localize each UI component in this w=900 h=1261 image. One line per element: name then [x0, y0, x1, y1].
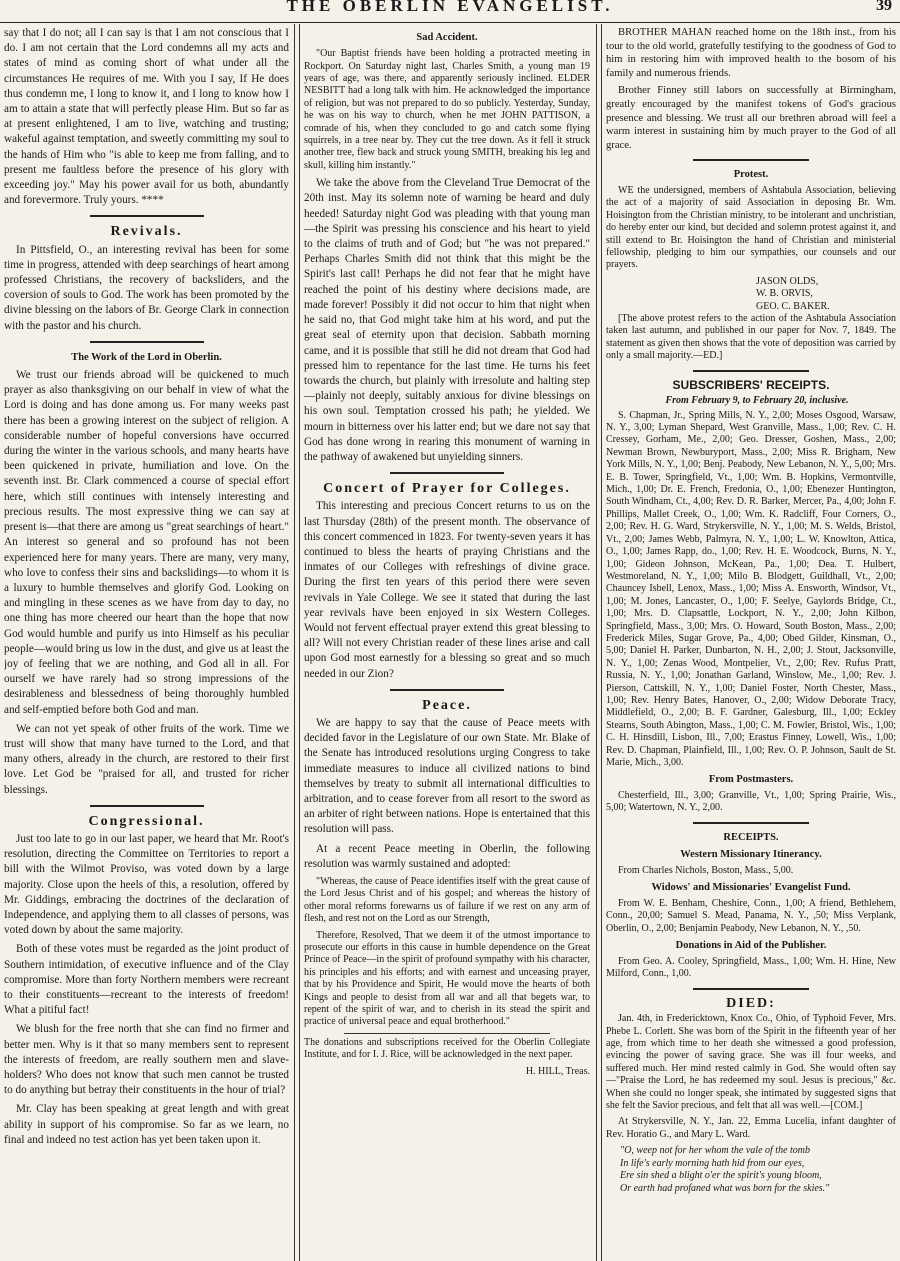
section-divider [606, 156, 896, 164]
column-rule [596, 24, 602, 1261]
signer-name: W. B. ORVIS, [756, 288, 813, 300]
widows-fund-list: From W. E. Benham, Cheshire, Conn., 1,00; A friend, Bethlehem, Conn., 20,00; Samuel S. Mead, Panama, N. Y., ,50; Miss Verplank, Oberlin, O., 2,00; Benjamin Peabody, New Lebanon, N. Y., ,50. [606, 898, 896, 934]
section-divider [4, 212, 289, 220]
treasurer-signature: H. HILL, Treas. [525, 1065, 590, 1077]
page-number: 39 [876, 0, 892, 14]
peace-paragraph: At a recent Peace meeting in Oberlin, the following resolution was warmly sustained and adopted: [304, 842, 590, 870]
obituary-poem [606, 1145, 896, 1195]
section-divider [606, 367, 896, 375]
protest-heading: Protest. [733, 169, 769, 181]
masthead [0, 0, 900, 23]
footnote-rule [344, 1033, 550, 1034]
column-1 [4, 26, 289, 1257]
protest-text: WE the undersigned, members of Ashtabula Association, believing the act of a majority of said Association in deposing Br. Wm. Hoisington from the Christian ministry, to be intolerant and unchristian, do hereby enter our kind, but decided and solemn protest against it, and still extend to Br. Hoisington the hand of Christian and ministerial fellowship, pledging to him our sympathies, our counsels and our prayers. [606, 184, 896, 271]
revivals-heading: Revivals. [110, 224, 183, 240]
postmasters-list: Chesterfield, Ill., 3,00; Granville, Vt., 1,00; Spring Prairie, Wis., 5,00; Watertown, N. Y., 2,00. [606, 790, 896, 814]
section-divider [606, 819, 896, 827]
concert-heading: Concert of Prayer for Colleges. [323, 481, 571, 497]
subscribers-date-range: From February 9, to February 20, inclusive. [665, 395, 849, 407]
concert-paragraph: This interesting and precious Concert returns to us on the last Thursday (28th) of the present month. The observance of this concert commenced in 1823. For twenty-seven years it has continued to bless the hearts of praying Christians and the inmates of our Colleges with refreshings of divine grace. During the first ten years of this period there were seven revivals in Yale College. We see it stated that during the last year revivals have been enjoyed in six Western Colleges. Would not fervent effectual prayer extend this great blessing to all? Will not every Christian reader of these lines arise and call upon God most earnestly for a blessing so great and so much needed in our Zion? [304, 500, 590, 680]
revivals-text: In Pittsfield, O., an interesting revival has been for some time in progress, attended with deep searchings of heart among professed Christians, the recovery of backsliders, and the coversion of souls to God. The work has been promoted by the divine blessing on the labors of Br. George Clark in connection with the pastor and his church. [4, 243, 289, 332]
letter-continuation: say that I do not; all I can say is that I am not conscious that I do. I am not certain that the Lord condemns all my acts and states of mind as coming short of what under all the circumstances He requires of me. With you I say, If He does thus condemn me, I long to know it, and I long to know how I am to attain a state that will perfectly please Him. But so far as at present enlightened, I am to live, watching and trusting; wakeful against temptation, and sweetly committing my soul to the hands of Him who "is able to keep me from falling, and to present me faultless before the presence of his glory with exceeding joy." May his power avail for us both, abundantly and forevermore. Truly yours. **** [4, 27, 289, 207]
peace-resolution: Therefore, Resolved, That we deem it of the utmost importance to prosecute our efforts in this cause in humble dependence on the Great Prince of Peace—in the spirit of profound sympathy with his character, his principles and his efforts; and with earnest and unceasing prayer, that by his Providence and Spirit, He would move the hearts of both Kings and people to desist from all war and all that begets war, to repent of the spirit of war, and to cherish in its stead the spirit and practice of universal peace and equal brotherhood." [304, 929, 590, 1028]
obituary: Jan. 4th, in Fredericktown, Knox Co., Ohio, of Typhoid Fever, Mrs. Phebe L. Corlett. She was born of the Spirit in the fifteenth year of her age, from which time to her death she witnessed a good profession, evincing the power of saving grace. She was ill four weeks, and suffered much. Her mind rested calmly in God. She would often say—"Praise the Lord, he has redeemed my soul. Jesus is precious," &c. When she could no longer speak, she intimated by suggested signs that she felt the Savior precious, and felt that all was well.—[COM.] [606, 1013, 896, 1112]
subscribers-list: S. Chapman, Jr., Spring Mills, N. Y., 2,00; Moses Osgood, Warsaw, N. Y., 3,00; Lyman Shepard, West Granville, Mass., 1,00; Rev. C. H. Cressey, Gorham, Me., 2,00; Geo. Dresser, Goshen, Mass., 2,00; Newman Brown, Newburyport, Mass., 2,00; Miss R. Brigham, New York Mills, N. Y., 1,00; Benj. Peabody, New Lebanon, N. Y., 5,00; Mrs. E. B. Tower, Springfield, Vt., 1,00; Wm. B. Hopkins, Vermontville, Mich., 1,00; Dr. E. French, Fredonia, O., 1,00; Ebenezer Huntington, South Windham, Ct., 4,00; Rev. D. R. Barker, Mercer, Pa., 4,00; John F. Phillips, Mallet Creek, O., 1,00; Wm. K. Radcliff, Four Corners, O., 2,00; Rev. H. G. Ward, Strykersville, N. Y., 1,00; M. S. Welds, Bristol, Vt., 2,00; James Webb, Palmyra, N. Y., 1,00; L. W. Knowlton, Attica, O., 1,00; James Rapp, do., 1,00; Rev. H. E. Woodcock, Burns, N. Y., 1,00; Gideon Johnson, McKean, Pa., 1,00; Dea. T. Hulbert, Westmoreland, N. Y., 1,00; Milo B. Blodgett, Guildhall, Vt., 2,00; Chauncey Isbell, Lenox, Mass., 1,00; Miss A. Ensworth, Windsor, Vt., 1,00; M. Jones, Lancaster, O., 1,00; F. Seelye, Gaylords Bridge, Ct., 1,00; Mrs. D. Clapsattle, Lockport, N. Y., 2,00; John Kilbon, Springfield, Mass., 3,00; Mrs. O. Howard, South Boston, Mass., 2,00; Frederick Miles, Sugar Grove, Pa., 4,00; Obed Gilder, Kinsman, O., 5,00; Daniel H. Parker, Dunbarton, N. H., 2,00; J. Stout, Jacksonville, N. Y., 1,00; Zenas Wood, Montpelier, Vt., 2,00; Rev. Rufus Pratt, Russia, N. Y., 1,00; Jonathan Garland, Winslow, Me., 1,00; Rev. J. Pierson, Cattskill, N. Y., 1,00; Daniel Foster, North Chester, Mass., 1,00; Rev. Henry Bates, Hanover, O., 2,00; Widow Deborate Tracy, Middlefield, O., 2,00; B. F. Gardner, Galesburg, Ill., 1,00; Eckley Stearns, South Abington, Mass., 1,00; C. M. Fowler, Bristol, Wis., 1,00; C. H. Hinsdill, Lisbon, Ill., 7,00; Erastus Finney, Lowell, Wis., 1,00; Rev. D. Chapman, Plainfield, Ill., 1,00; Rev. O. P. Johnson, Sault de St. Marie, Mich., 3,00. [606, 409, 896, 768]
congressional-paragraph: Mr. Clay has been speaking at great length and with great ability in support of his compromise. So far as we learn, no final and indeed no test action has yet been taken upon it. [4, 1103, 289, 1146]
poem-line: In life's early morning hath hid from our eyes, [620, 1157, 805, 1169]
congressional-heading: Congressional. [88, 813, 205, 829]
poem-line: "O, weep not for her whom the vale of the tomb [620, 1145, 811, 1157]
publisher-donations-heading: Donations in Aid of the Publisher. [675, 940, 827, 952]
work-paragraph: We trust our friends abroad will be quickened to much prayer as also thanksgiving on our behalf in view of what the Lord is doing and has done among us. For many weeks past there has been a growing interest on the subject of religion. A considerable number of hopeful conversions have occurred during the winter in the various schools, and many hearts have been quickened in private, humiliation and love. On the seventh inst. Br. Clark commenced a course of special effort here, which still continues with intensely interesting and precious results. The most expressive thing we can say at present is—that there are among us "great searchings of heart." An interest so general and so profound has not been experienced here for many years. There are many, very many, who love to confess their sins and backslidings—to whom it is a luxury to humble themselves and glorify God. Looking on and mingling in these scenes as we have from day to day, no one thing has more cheered our heart than the hope that now God would humble and purify us into Himself as his peculiar people—would bring us low in the dust, and give us at least the joy of feeling that we are nothing, and God all in all. For ourself we have rarely had so strong impressions of the desirableness and blessedness of being thoroughly humbled and self-emptied before both God and man. [4, 369, 289, 716]
postmasters-heading: From Postmasters. [708, 774, 794, 786]
accident-heading: Sad Accident. [416, 32, 478, 43]
column-2 [304, 26, 590, 1257]
receipts-heading: RECEIPTS. [723, 831, 779, 843]
obituary: At Strykersville, N. Y., Jan. 22, Emma Lucelia, infant daughter of Rev. Horatio G., and Mary L. Ward. [606, 1116, 896, 1140]
work-heading: The Work of the Lord in Oberlin. [71, 351, 222, 363]
column-rule [294, 24, 300, 1261]
section-divider [606, 985, 896, 993]
protest-editor-note: [The above protest refers to the action of the Ashtabula Association taken last autumn, and published in our paper for Nov. 7, 1849. The statement as given then shows that the vote of deposition was carried by only a small majority.—ED.] [606, 313, 896, 362]
work-paragraph: We can not yet speak of other fruits of the work. Time we trust will show that many have turned to the Lord, and that many others, already in the church, are restored to their first love. Let God be "praised for all, and trusted for richer blessings. [4, 722, 289, 796]
poem-line: Or earth had profaned what was born for the skies." [620, 1182, 830, 1194]
finney-paragraph: Brother Finney still labors on successfully at Birmingham, greatly encouraged by the manifest tokens of God's gracious presence and blessing. We trust all our brethren abroad will feel a warm interest in sustaining him by much prayer to the God of all grace. [606, 85, 896, 151]
section-divider [4, 338, 289, 346]
peace-resolution: "Whereas, the cause of Peace identifies itself with the great cause of the Lord Jesus Christ and of his gospel; and whereas the history of other moral reforms forewarns us of failure if we rest on any arm of flesh, and rest not on the Lord as our Strength, [304, 876, 590, 925]
congressional-paragraph: We blush for the free north that she can find no firmer and better men. Why is it that so many members sent to represent the interests of freedom, are really southern men and slave-holders? Who does not know that such men cannot be trusted to do anything but betray their constituents in the hour of trial? [4, 1023, 289, 1097]
widows-fund-heading: Widows' and Missionaries' Evangelist Fund. [651, 882, 851, 894]
accident-quote: "Our Baptist friends have been holding a protracted meeting in Rockport. On Saturday night last, Charles Smith, a young man 19 years of age, was there, and apparently seriously inclined. ELDER NESBITT had a long talk with him. He acknowledged the importance of religion, but was not prepared to do so publicly. Yesterday, Sunday, he was on his way to church, when he met JOHN PATTISON, a comrade of his, when they concluded to go and catch some flying squirrels, in a tree near by. They cut the tree down. As it fell it struck another tree, flew back and struck young SMITH, breaking his leg and skull, killing him instantly." [304, 48, 590, 171]
signer-name: GEO. C. BAKER. [756, 300, 830, 312]
peace-paragraph: We are happy to say that the cause of Peace meets with decided favor in the Legislature of our own State. Mr. Blake of the Senate has introduced resolutions urging Congress to take immediate measures to induce all civilized nations to bind themselves by treaty to submit all international difficulties to arbitration, and to cease forever from all resort to the sword as an arbiter of right between nations. Hope is entertained that this resolution will pass. [304, 716, 590, 836]
newspaper-title: THE OBERLIN EVANGELIST. [286, 0, 614, 15]
mahan-paragraph: BROTHER MAHAN reached home on the 18th inst., from his tour to the old world, gratefully testifying to the goodness of God to him in restoring him with improved health to the bosom of his family and numerous friends. [606, 27, 896, 79]
section-divider [304, 469, 590, 477]
congressional-paragraph: Both of these votes must be regarded as the joint product of Southern intimidation, of executive influence and of the Clay compromise. More than forty Northern members were recreant to their constituents—recreant to the interests of freedom! What a pitiful fact! [4, 943, 289, 1017]
donations-note: The donations and subscriptions received for the Oberlin Collegiate Institute, and for I. J. Rice, will be acknowledged in the next paper. [304, 1036, 590, 1061]
signer-name: JASON OLDS, [756, 275, 819, 287]
section-divider [4, 802, 289, 810]
section-divider [304, 686, 590, 694]
column-3 [606, 26, 896, 1257]
congressional-paragraph: Just too late to go in our last paper, we heard that Mr. Root's resolution, directing the Committee on Territories to report a bill with the Wilmot Proviso, was voted down by a large majority. Close upon the heels of this, a resolution, offered by Mr. Giddings, embracing the doctrines of the declaration of Independence, and applying them to all classes of persons, was voted down by about the same majority. [4, 832, 289, 937]
accident-commentary: We take the above from the Cleveland True Democrat of the 20th inst. May its solemn note of warning be heard and duly heeded! Saturday night God was pleading with that young man—the Spirit was pressing his conscience and his heart to yield to the claims of truth and of God; but "he was not prepared." Perhaps Charles Smith did not think that this might be the Spirit's last call! Perhaps he did not fear that he might have reached the point of his destiny where decisions made, are made forever! Possibly it did not occur to him that night when he said no, that God might take him at his word, and put the great seal of eternity upon that decision. Sabbath morning came, and it is possible that still he did not dream that God had pressed him to repentance for the last time. He turns his feet towards the church, but plainly with irresolute and halting step—plainly not deeply, suitably anxious for divine blessings on his own soul. Temptation crossed his path; he yielded. We mourn in bitterness over his latter end; but we dare not say that God has done wrong in rearing this monument of warning in the pathway of awakened but unyielding sinners. [304, 177, 590, 463]
publisher-donations-list: From Geo. A. Cooley, Springfield, Mass., 1,00; Wm. H. Hine, New Milford, Conn., 1,00. [606, 955, 896, 980]
died-heading: DIED: [726, 995, 776, 1011]
subscribers-heading: SUBSCRIBERS' RECEIPTS. [672, 377, 830, 392]
poem-line: Ere sin shed a blight o'er the spirit's young bloom, [620, 1170, 822, 1182]
protest-signers [606, 276, 896, 313]
western-itinerancy-heading: Western Missionary Itinerancy. [680, 849, 822, 861]
peace-heading: Peace. [422, 697, 472, 713]
western-itinerancy-list: From Charles Nichols, Boston, Mass., 5,00. [618, 865, 794, 876]
